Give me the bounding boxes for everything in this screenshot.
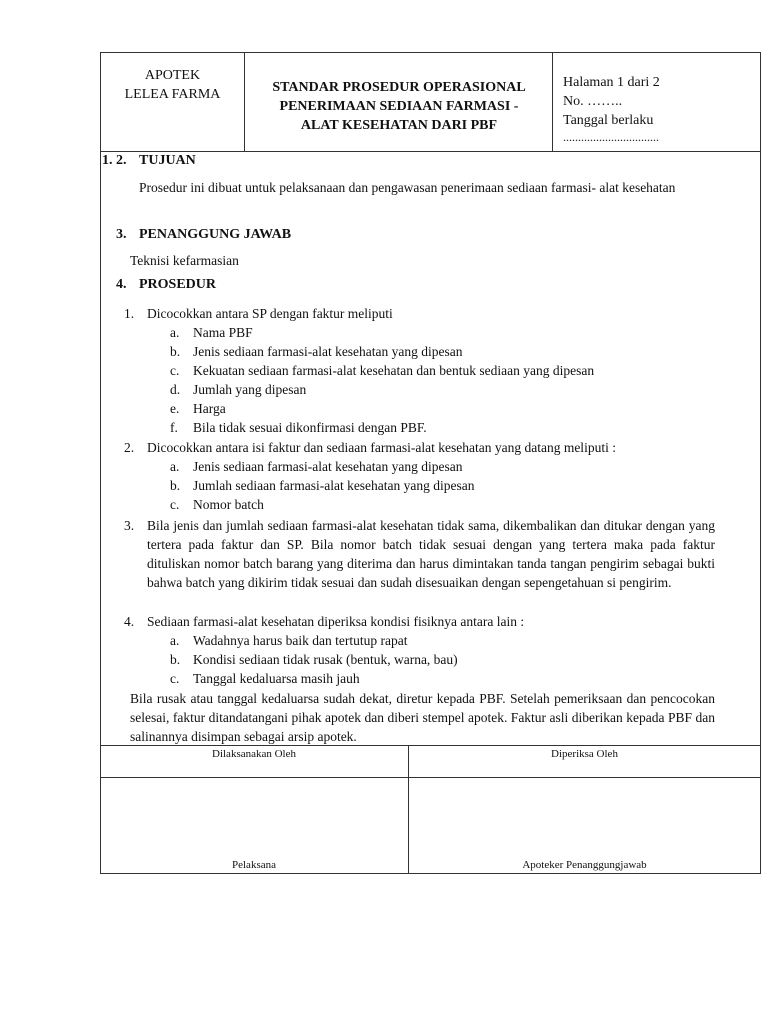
list-text: Kondisi sediaan tidak rusak (bentuk, warna, bau) [193, 652, 458, 667]
effective-date-value: ................................ [563, 130, 659, 144]
section-pj-number: 3. [116, 227, 127, 242]
signature-left-header: Dilaksanakan Oleh [212, 748, 296, 760]
list-marker: b. [170, 478, 181, 493]
list-item [170, 323, 594, 342]
step-3-text: Bila jenis dan jumlah sediaan farmasi-alat kesehatan tidak sama, dikembalikan dan ditukar dengan yang tertera pada faktur dan SP. Bila nomor batch tidak sesuai dengan yang tertera maka pada faktur dituliskan nomor batch barang yang diterima dan harus dimintakan tanda tangan pengirim sebagai bukti bahwa batch yang dikirim tidak sesuai dan sudah disesuaikan dengan sepengetahuan si pengirim. [147, 518, 715, 590]
list-text: Wadahnya harus baik dan tertutup rapat [193, 633, 408, 648]
section-prosedur-number: 4. [116, 277, 127, 292]
list-marker: c. [170, 497, 180, 512]
doc-number: No. …….. [563, 94, 623, 109]
header-divider [100, 151, 761, 152]
signature-col-divider [408, 745, 409, 874]
list-text: Tanggal kedaluarsa masih jauh [193, 671, 360, 686]
signature-right-name: Apoteker Penanggungjawab [522, 859, 647, 871]
step-1-number: 1. [124, 306, 135, 321]
list-marker: a. [170, 325, 180, 340]
document-title [246, 78, 552, 135]
list-text: Jumlah yang dipesan [193, 382, 307, 397]
list-text: Harga [193, 401, 226, 416]
list-marker: a. [170, 633, 180, 648]
section-prosedur-title: PROSEDUR [139, 277, 217, 292]
step-4-text: Sediaan farmasi-alat kesehatan diperiksa kondisi fisiknya antara lain : [147, 614, 525, 629]
list-marker: b. [170, 652, 181, 667]
signature-left-name: Pelaksana [232, 859, 276, 871]
list-item [170, 399, 594, 418]
list-text: Nomor batch [193, 497, 264, 512]
header-col-divider-1 [244, 52, 245, 151]
list-item [170, 380, 594, 399]
list-item [170, 650, 458, 669]
section-tujuan-number: 1. 2. [102, 153, 127, 168]
list-text: Kekuatan sediaan farmasi-alat kesehatan dan bentuk sediaan yang dipesan [193, 363, 595, 378]
document-meta [563, 73, 660, 144]
list-text: Jenis sediaan farmasi-alat kesehatan yang dipesan [193, 344, 463, 359]
list-marker: b. [170, 344, 181, 359]
list-text: Nama PBF [193, 325, 253, 340]
list-text: Jenis sediaan farmasi-alat kesehatan yang dipesan [193, 459, 463, 474]
pharmacy-name [101, 66, 244, 104]
signature-right-header: Diperiksa Oleh [551, 748, 618, 760]
pharmacy-line-1: APOTEK [144, 68, 201, 83]
title-line-3: ALAT KESEHATAN DARI PBF [300, 118, 498, 133]
title-line-2: PENERIMAAN SEDIAAN FARMASI - [279, 99, 519, 114]
list-marker: c. [170, 363, 180, 378]
list-item [170, 631, 458, 650]
signature-head-line [100, 777, 761, 778]
step-1-text: Dicocokkan antara SP dengan faktur meliputi [147, 306, 393, 321]
section-tujuan-title: TUJUAN [139, 153, 196, 168]
list-item [170, 476, 475, 495]
list-item [170, 669, 458, 688]
pharmacy-line-2: LELEA FARMA [124, 87, 221, 102]
step-2-number: 2. [124, 440, 135, 455]
step-2-list [170, 457, 475, 514]
step-3-number: 3. [124, 518, 135, 533]
header-col-divider-2 [552, 52, 553, 151]
page-info: Halaman 1 dari 2 [563, 75, 660, 90]
list-item [170, 418, 594, 437]
list-text: Bila tidak sesuai dikonfirmasi dengan PBF. [193, 420, 427, 435]
effective-date-label: Tanggal berlaku [563, 113, 654, 128]
list-item [170, 342, 594, 361]
step-4-list [170, 631, 458, 688]
list-marker: d. [170, 382, 181, 397]
closing-paragraph: Bila rusak atau tanggal kedaluarsa sudah dekat, diretur kepada PBF. Setelah pemeriksaan dan pencocokan selesai, faktur ditandatangani pihak apotek dan diberi stempel apotek. Faktur asli diberikan kepada PBF dan salinannya disimpan sebagai arsip apotek. [130, 691, 715, 744]
list-marker: a. [170, 459, 180, 474]
list-item [170, 495, 475, 514]
list-marker: f. [170, 420, 178, 435]
tujuan-text: Prosedur ini dibuat untuk pelaksanaan dan pengawasan penerimaan sediaan farmasi- alat kesehatan [139, 180, 676, 195]
step-1-list [170, 323, 594, 437]
list-marker: e. [170, 401, 180, 416]
list-text: Jumlah sediaan farmasi-alat kesehatan yang dipesan [193, 478, 475, 493]
pj-text: Teknisi kefarmasian [130, 253, 239, 268]
section-pj-title: PENANGGUNG JAWAB [139, 227, 292, 242]
step-4-number: 4. [124, 614, 135, 629]
list-marker: c. [170, 671, 180, 686]
title-line-1: STANDAR PROSEDUR OPERASIONAL [272, 80, 526, 95]
step-2-text: Dicocokkan antara isi faktur dan sediaan farmasi-alat kesehatan yang datang meliputi : [147, 440, 616, 455]
list-item [170, 361, 594, 380]
list-item [170, 457, 475, 476]
